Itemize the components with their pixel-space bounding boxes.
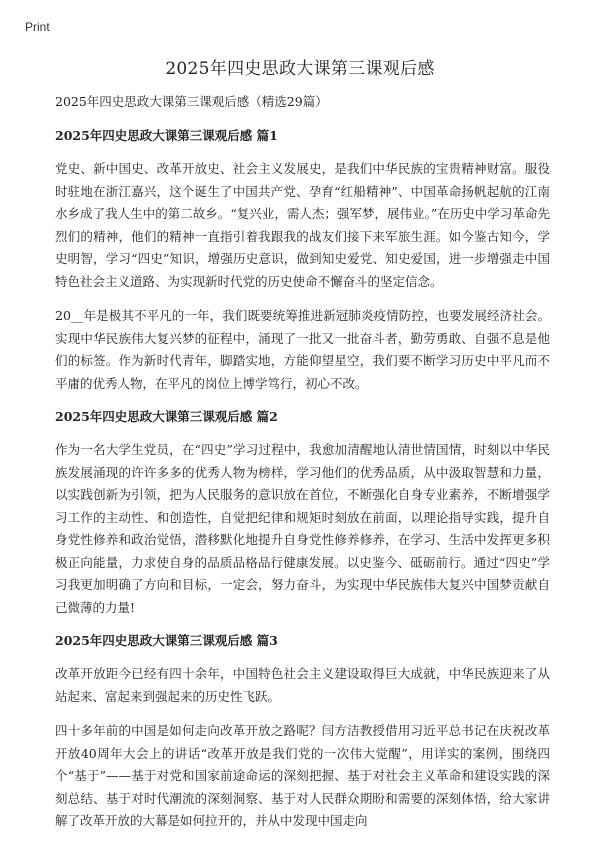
paragraph: 作为一名大学生党员，在“四史”学习过程中，我愈加清醒地认清世情国情，时刻以中华民族发展涌现的许许多多的优秀人物为榜样，学习他们的优秀品质，从中汲取智慧和力量，以实践创新为引领，把为人民服务的意识放在首位，不断强化自身专业素养，不断增强学习工作的主动性、和创造性，自觉把纪律和规矩时刻放在前面，以理论指导实践，提升自身党性修养和政治觉悟，潜移默化地提升自身党性修养修养，在学习、生活中发挥更多积极正向能量，力求使自身的品质品格品行健康发展。以史鉴今、砥砺前行。通过“四史”学习我更加明确了方向和目标，一定会，努力奋斗，为实现中华民族伟大复兴中国梦贡献自己微薄的力量! [55,442,550,615]
paragraph: 党史、新中国史、改革开放史、社会主义发展史，是我们中华民族的宝贵精神财富。服役时驻地在浙江嘉兴，这个诞生了中国共产党、孕育“红船精神”、中国革命扬帆起航的江南水乡成了我人生中的第二故乡。“复兴业，需人杰；强军梦，展伟业。”在历史中学习革命先烈们的精神，他们的精神一直指引着我跟我的战友们接下来军旅生涯。如今鉴古知今，学史明智，学习“四史”知识，增强历史意识，做到知史爱党、知史爱国，进一步增强走中国特色社会主义道路、为实现新时代党的历史使命不懈奋斗的坚定信念。 [55,161,550,289]
paragraph: 四十多年前的中国是如何走向改革开放之路呢？闫方洁教授借用习近平总书记在庆祝改革开放40周年大会上的讲话“改革开放是我们党的一次伟大觉醒”，用详实的案例，围绕四个“基于”——基于对党和国家前途命运的深刻把握、基于对社会主义革命和建设实践的深刻总结、基于对时代潮流的深刻洞察、基于对人民群众期盼和需要的深刻体悟，给大家讲解了改革开放的大幕是如何拉开的，并从中发现中国走向 [55,723,550,828]
article-body [55,92,550,845]
print-link[interactable]: Print [25,20,50,34]
section-heading-3: 2025年四史思政大课第三课观后感 篇3 [55,633,278,648]
section-heading-1: 2025年四史思政大课第三课观后感 篇1 [55,128,278,143]
page-title: 2025年四史思政大课第三课观后感 [165,59,435,79]
section-heading-2: 2025年四史思政大课第三课观后感 篇2 [55,409,278,424]
paragraph: 改革开放距今已经有四十余年，中国特色社会主义建设取得巨大成就，中华民族迎来了从站起来、富起来到强起来的历史性飞跃。 [55,666,550,704]
article-subtitle: 2025年四史思政大课第三课观后感（精选29篇） [55,94,328,109]
paragraph: 20__年是极其不平凡的一年，我们既要统筹推进新冠肺炎疫情防控，也要发展经济社会。实现中华民族伟大复兴梦的征程中，涌现了一批又一批奋斗者，勤劳勇敢、自强不息是他们的标签。作为新时代青年，脚踏实地，方能仰望星空，我们要不断学习历史中平凡而不平庸的优秀人物，在平凡的岗位上博学笃行，初心不改。 [55,308,550,391]
